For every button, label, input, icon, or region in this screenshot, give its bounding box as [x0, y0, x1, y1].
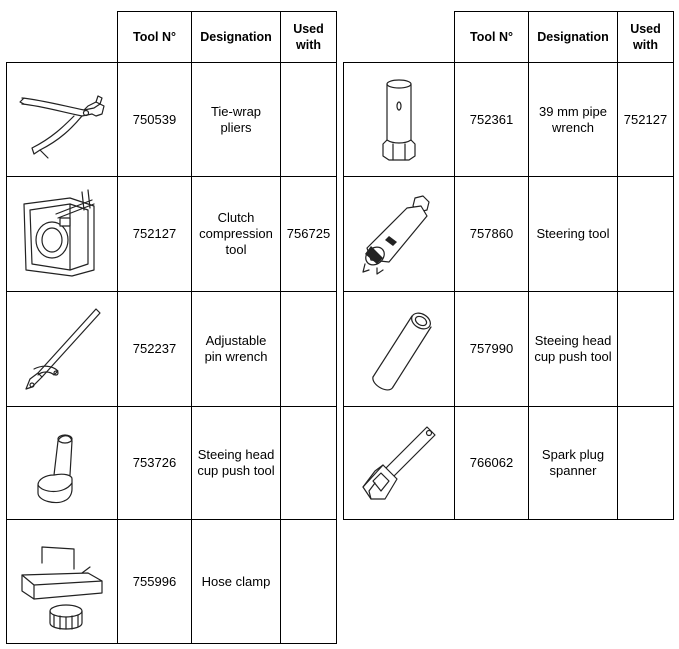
header-blank-cell [344, 12, 455, 63]
table-row [344, 177, 674, 292]
tool-image-cell [344, 177, 455, 292]
tool-used-with: 752127 [618, 63, 674, 177]
tool-number: 752127 [118, 177, 192, 292]
clutch-compression-tool-icon [12, 184, 112, 284]
tool-designation: Steering tool [529, 177, 618, 292]
tool-designation: Tie-wrap pliers [192, 63, 281, 177]
tool-used-with [618, 177, 674, 292]
tool-used-with [281, 520, 337, 644]
tool-number: 757860 [455, 177, 529, 292]
tool-image-cell [344, 292, 455, 407]
table-row [7, 177, 337, 292]
tie-wrap-pliers-icon [12, 70, 112, 170]
pipe-wrench-icon [349, 70, 449, 170]
tool-used-with [618, 292, 674, 407]
steering-cup-push-tool-icon [349, 299, 449, 399]
tool-used-with [281, 407, 337, 520]
tool-number: 757990 [455, 292, 529, 407]
tool-number: 752361 [455, 63, 529, 177]
header-designation: Designation [529, 12, 618, 63]
tool-designation: Spark plug spanner [529, 407, 618, 520]
tool-image-cell [7, 63, 118, 177]
table-row [344, 407, 674, 520]
adjustable-pin-wrench-icon [12, 299, 112, 399]
hose-clamp-icon [12, 527, 112, 637]
header-used-with: Used with [618, 12, 674, 63]
tool-designation: Adjustable pin wrench [192, 292, 281, 407]
tool-used-with [618, 407, 674, 520]
table-row [7, 63, 337, 177]
tools-table-right [343, 11, 674, 520]
tool-designation: Clutch compression tool [192, 177, 281, 292]
table-row [7, 292, 337, 407]
tool-number: 755996 [118, 520, 192, 644]
table-row [344, 63, 674, 177]
tool-number: 766062 [455, 407, 529, 520]
table-row [7, 520, 337, 644]
tool-number: 750539 [118, 63, 192, 177]
header-tool-no: Tool N° [455, 12, 529, 63]
tools-table-left [6, 11, 337, 644]
tool-designation: Steeing head cup push tool [529, 292, 618, 407]
tool-designation: Hose clamp [192, 520, 281, 644]
table-header-row [7, 12, 337, 63]
tool-used-with [281, 292, 337, 407]
header-blank-cell [7, 12, 118, 63]
spark-plug-spanner-icon [349, 413, 449, 513]
table-row [7, 407, 337, 520]
tool-image-cell [344, 407, 455, 520]
tool-number: 752237 [118, 292, 192, 407]
table-header-row [344, 12, 674, 63]
tool-image-cell [344, 63, 455, 177]
header-designation: Designation [192, 12, 281, 63]
tool-designation: Steeing head cup push tool [192, 407, 281, 520]
tool-used-with [281, 63, 337, 177]
tool-image-cell [7, 177, 118, 292]
tool-image-cell [7, 292, 118, 407]
head-cup-push-tool-icon [12, 413, 112, 513]
tool-number: 753726 [118, 407, 192, 520]
table-row [344, 292, 674, 407]
tool-image-cell [7, 407, 118, 520]
header-used-with: Used with [281, 12, 337, 63]
header-tool-no: Tool N° [118, 12, 192, 63]
tool-designation: 39 mm pipe wrench [529, 63, 618, 177]
tool-image-cell [7, 520, 118, 644]
steering-tool-icon [349, 184, 449, 284]
tool-used-with: 756725 [281, 177, 337, 292]
